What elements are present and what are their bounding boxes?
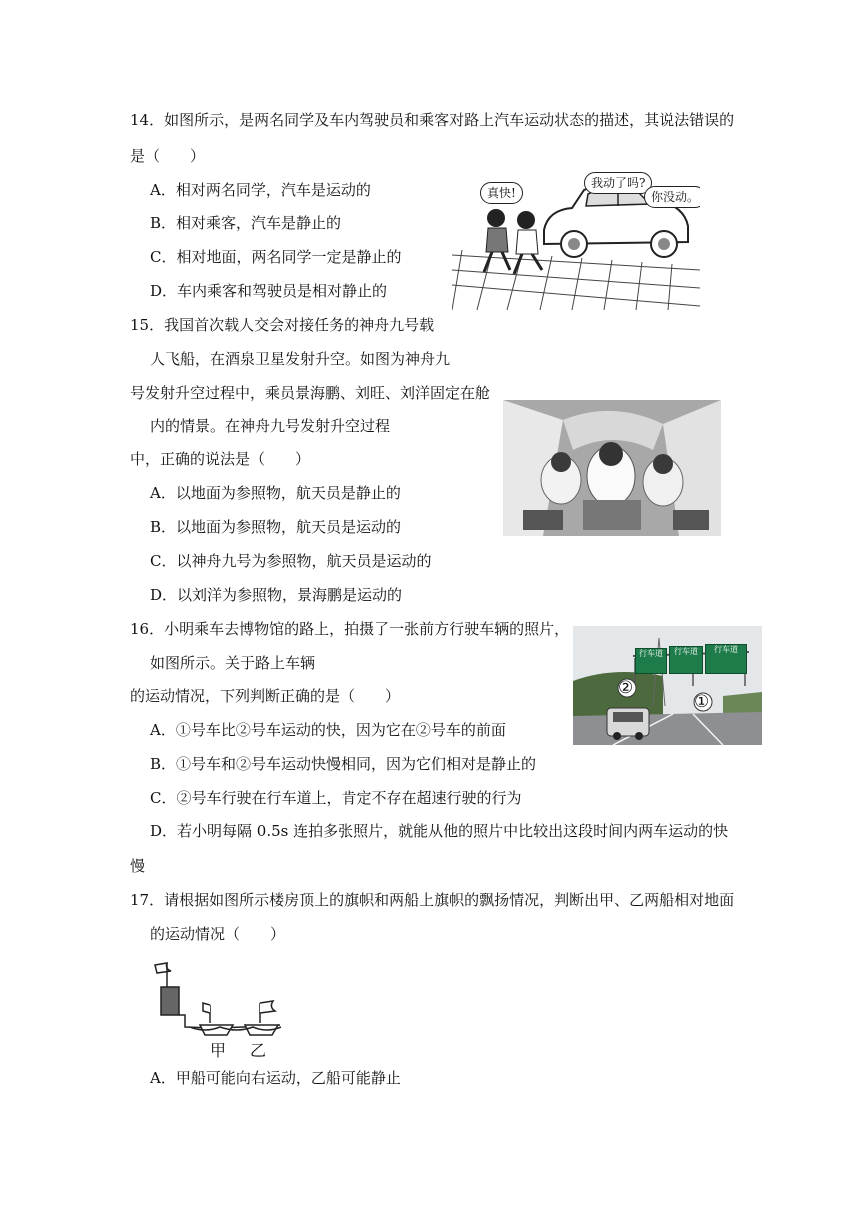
- q15-text-line-3: 号发射升空过程中，乘员景海鹏、刘旺、刘洋固定在舱: [130, 384, 491, 402]
- q14-text-line-1: 14．如图所示，是两名同学及车内驾驶员和乘客对路上汽车运动状态的描述，其说法错误的: [130, 111, 735, 129]
- car-marker-1: ①: [694, 692, 710, 712]
- q16-text-line-2: 如图所示。关于路上车辆: [150, 654, 316, 672]
- road-sign-1: 行车道: [635, 648, 667, 674]
- q16-text-line-3: 的运动情况，下列判断正确的是（ ）: [130, 687, 401, 705]
- spacecraft-cabin-drawing: [503, 400, 721, 536]
- speech-bubble-driver: 你没动。: [644, 186, 700, 208]
- speech-bubble-passenger: 我动了吗?: [584, 172, 652, 194]
- q16-option-c: C．②号车行驶在行车道上，肯定不存在超速行驶的行为: [150, 789, 522, 807]
- q16-option-d-line-1: D．若小明每隔 0.5s 连拍多张照片，就能从他的照片中比较出这段时间内两车运动的快: [150, 822, 729, 840]
- q15-text-line-2: 人飞船，在酒泉卫星发射升空。如图为神舟九: [150, 350, 451, 368]
- q15-option-a: A．以地面为参照物，航天员是静止的: [150, 484, 401, 502]
- road-sign-2: 行车道: [669, 646, 703, 674]
- q17-option-a: A．甲船可能向右运动，乙船可能静止: [150, 1069, 401, 1087]
- car-marker-2: ②: [618, 678, 634, 698]
- boat-label-jia: 甲: [210, 1041, 227, 1060]
- q17-text-line-2: 的运动情况（ ）: [150, 925, 286, 943]
- boat-label-yi: 乙: [250, 1041, 267, 1060]
- q14-figure-car-students: [452, 160, 700, 310]
- road-sign-3: 行车道: [705, 644, 747, 674]
- q14-text-line-2: 是（ ）: [130, 147, 206, 165]
- q15-option-c: C．以神舟九号为参照物，航天员是运动的: [150, 552, 432, 570]
- q15-text-line-5: 中，正确的说法是（ ）: [130, 450, 311, 468]
- q16-figure-road-photo: [573, 626, 762, 745]
- q15-figure-astronauts-photo: [503, 400, 721, 536]
- q15-text-line-1: 15．我国首次载人交会对接任务的神舟九号载: [130, 316, 435, 334]
- speech-bubble-students: 真快!: [480, 182, 523, 204]
- q16-text-line-1: 16．小明乘车去博物馆的路上，拍摄了一张前方行驶车辆的照片，: [130, 620, 570, 638]
- q15-option-d: D．以刘洋为参照物，景海鹏是运动的: [150, 586, 403, 604]
- q15-text-line-4: 内的情景。在神舟九号发射升空过程: [150, 417, 391, 435]
- q14-option-a: A．相对两名同学，汽车是运动的: [150, 181, 371, 199]
- q14-option-c: C．相对地面，两名同学一定是静止的: [150, 248, 402, 266]
- q16-option-a: A．①号车比②号车运动的快，因为它在②号车的前面: [150, 721, 506, 739]
- q16-option-b: B．①号车和②号车运动快慢相同，因为它们相对是静止的: [150, 755, 537, 773]
- q14-option-b: B．相对乘客，汽车是静止的: [150, 214, 342, 232]
- q15-option-b: B．以地面为参照物，航天员是运动的: [150, 518, 402, 536]
- q17-text-line-1: 17．请根据如图所示楼房顶上的旗帜和两船上旗帜的飘扬情况，判断出甲、乙两船相对地面: [130, 891, 735, 909]
- q17-figure-flags-boats: [145, 955, 285, 1060]
- q14-option-d: D．车内乘客和驾驶员是相对静止的: [150, 282, 388, 300]
- q16-option-d-line-2: 慢: [130, 857, 146, 875]
